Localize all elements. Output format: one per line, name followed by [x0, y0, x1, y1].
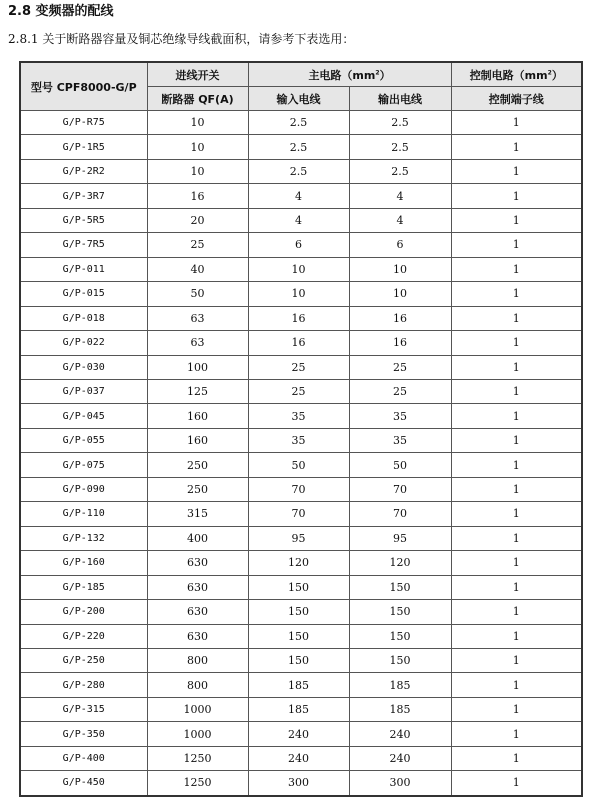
- cell-breaker-qf: 125: [147, 379, 248, 403]
- cell-breaker-qf: 160: [147, 404, 248, 428]
- table-row: [20, 673, 582, 697]
- cell-output-cable: 25: [349, 379, 451, 403]
- cell-output-cable: 150: [349, 624, 451, 648]
- cell-control-terminal-cable: 1: [451, 575, 582, 599]
- cell-model: G/P-030: [20, 355, 147, 379]
- cell-output-cable: 120: [349, 551, 451, 575]
- cell-model: G/P-185: [20, 575, 147, 599]
- cell-control-terminal-cable: 1: [451, 331, 582, 355]
- cell-breaker-qf: 400: [147, 526, 248, 550]
- cell-control-terminal-cable: 1: [451, 648, 582, 672]
- cell-output-cable: 50: [349, 453, 451, 477]
- cell-output-cable: 10: [349, 282, 451, 306]
- cell-output-cable: 35: [349, 404, 451, 428]
- table-row: [20, 697, 582, 721]
- header-incoming-switch: 进线开关: [147, 62, 248, 87]
- cell-model: G/P-220: [20, 624, 147, 648]
- cell-output-cable: 240: [349, 722, 451, 746]
- cell-model: G/P-075: [20, 453, 147, 477]
- table-row: [20, 428, 582, 452]
- cell-output-cable: 2.5: [349, 111, 451, 135]
- cell-breaker-qf: 100: [147, 355, 248, 379]
- table-row: [20, 355, 582, 379]
- cell-output-cable: 2.5: [349, 159, 451, 183]
- cell-breaker-qf: 10: [147, 111, 248, 135]
- cell-input-cable: 50: [248, 453, 349, 477]
- cell-control-terminal-cable: 1: [451, 379, 582, 403]
- table-body: [20, 111, 582, 796]
- cell-breaker-qf: 40: [147, 257, 248, 281]
- cell-control-terminal-cable: 1: [451, 771, 582, 796]
- cell-control-terminal-cable: 1: [451, 208, 582, 232]
- cell-input-cable: 70: [248, 502, 349, 526]
- cell-control-terminal-cable: 1: [451, 453, 582, 477]
- cell-input-cable: 4: [248, 208, 349, 232]
- cell-breaker-qf: 50: [147, 282, 248, 306]
- header-output-cable: 输出电线: [349, 87, 451, 111]
- cell-input-cable: 70: [248, 477, 349, 501]
- cell-control-terminal-cable: 1: [451, 135, 582, 159]
- cell-control-terminal-cable: 1: [451, 600, 582, 624]
- cell-breaker-qf: 20: [147, 208, 248, 232]
- table-row: [20, 379, 582, 403]
- cell-model: G/P-011: [20, 257, 147, 281]
- cell-control-terminal-cable: 1: [451, 306, 582, 330]
- cell-control-terminal-cable: 1: [451, 746, 582, 770]
- cell-control-terminal-cable: 1: [451, 159, 582, 183]
- cell-model: G/P-1R5: [20, 135, 147, 159]
- cell-input-cable: 185: [248, 673, 349, 697]
- cell-output-cable: 70: [349, 477, 451, 501]
- cell-model: G/P-450: [20, 771, 147, 796]
- cell-breaker-qf: 63: [147, 306, 248, 330]
- cell-model: G/P-350: [20, 722, 147, 746]
- cell-output-cable: 35: [349, 428, 451, 452]
- cell-control-terminal-cable: 1: [451, 404, 582, 428]
- cell-input-cable: 2.5: [248, 111, 349, 135]
- cell-output-cable: 4: [349, 208, 451, 232]
- cell-output-cable: 6: [349, 233, 451, 257]
- header-main-circuit-label: 主电路（mm: [308, 68, 376, 82]
- wiring-spec-table: [19, 61, 583, 797]
- table-row: [20, 282, 582, 306]
- cell-breaker-qf: 63: [147, 331, 248, 355]
- table-row: [20, 526, 582, 550]
- table-row: [20, 233, 582, 257]
- cell-breaker-qf: 1250: [147, 771, 248, 796]
- cell-breaker-qf: 10: [147, 135, 248, 159]
- cell-model: G/P-250: [20, 648, 147, 672]
- cell-breaker-qf: 1250: [147, 746, 248, 770]
- cell-input-cable: 10: [248, 257, 349, 281]
- cell-output-cable: 25: [349, 355, 451, 379]
- header-control-circuit: [451, 62, 582, 87]
- cell-breaker-qf: 800: [147, 673, 248, 697]
- cell-breaker-qf: 10: [147, 159, 248, 183]
- cell-control-terminal-cable: 1: [451, 184, 582, 208]
- cell-breaker-qf: 630: [147, 600, 248, 624]
- cell-input-cable: 2.5: [248, 135, 349, 159]
- cell-model: G/P-160: [20, 551, 147, 575]
- cell-breaker-qf: 630: [147, 624, 248, 648]
- cell-breaker-qf: 1000: [147, 697, 248, 721]
- cell-output-cable: 10: [349, 257, 451, 281]
- table-row: [20, 184, 582, 208]
- cell-output-cable: 16: [349, 331, 451, 355]
- cell-input-cable: 150: [248, 600, 349, 624]
- cell-input-cable: 120: [248, 551, 349, 575]
- section-title: 2.8 变频器的配线: [8, 4, 114, 19]
- cell-model: G/P-R75: [20, 111, 147, 135]
- cell-output-cable: 16: [349, 306, 451, 330]
- cell-control-terminal-cable: 1: [451, 257, 582, 281]
- table-row: [20, 771, 582, 796]
- cell-breaker-qf: 630: [147, 551, 248, 575]
- cell-input-cable: 150: [248, 624, 349, 648]
- cell-control-terminal-cable: 1: [451, 428, 582, 452]
- cell-model: G/P-5R5: [20, 208, 147, 232]
- table-row: [20, 453, 582, 477]
- cell-output-cable: 240: [349, 746, 451, 770]
- cell-breaker-qf: 25: [147, 233, 248, 257]
- header-control-circuit-exponent: 2: [547, 68, 552, 76]
- cell-input-cable: 300: [248, 771, 349, 796]
- cell-breaker-qf: 16: [147, 184, 248, 208]
- cell-control-terminal-cable: 1: [451, 502, 582, 526]
- cell-output-cable: 150: [349, 648, 451, 672]
- cell-output-cable: 150: [349, 600, 451, 624]
- cell-output-cable: 70: [349, 502, 451, 526]
- cell-control-terminal-cable: 1: [451, 111, 582, 135]
- cell-breaker-qf: 630: [147, 575, 248, 599]
- cell-input-cable: 16: [248, 306, 349, 330]
- cell-control-terminal-cable: 1: [451, 722, 582, 746]
- cell-control-terminal-cable: 1: [451, 673, 582, 697]
- cell-input-cable: 95: [248, 526, 349, 550]
- cell-model: G/P-045: [20, 404, 147, 428]
- cell-model: G/P-315: [20, 697, 147, 721]
- table-row: [20, 624, 582, 648]
- cell-model: G/P-055: [20, 428, 147, 452]
- intro-paragraph: 2.8.1 关于断路器容量及铜芯绝缘导线截面积，请参考下表选用：: [8, 32, 355, 46]
- table-row: [20, 477, 582, 501]
- cell-input-cable: 6: [248, 233, 349, 257]
- cell-output-cable: 2.5: [349, 135, 451, 159]
- cell-input-cable: 240: [248, 746, 349, 770]
- cell-model: G/P-090: [20, 477, 147, 501]
- cell-control-terminal-cable: 1: [451, 282, 582, 306]
- cell-input-cable: 16: [248, 331, 349, 355]
- header-main-circuit-close: ）: [379, 68, 391, 82]
- table-row: [20, 575, 582, 599]
- table-row: [20, 722, 582, 746]
- header-control-terminal-cable: 控制端子线: [451, 87, 582, 111]
- header-row-1: [20, 62, 582, 87]
- cell-output-cable: 4: [349, 184, 451, 208]
- cell-model: G/P-015: [20, 282, 147, 306]
- cell-breaker-qf: 160: [147, 428, 248, 452]
- cell-model: G/P-018: [20, 306, 147, 330]
- cell-output-cable: 185: [349, 697, 451, 721]
- cell-control-terminal-cable: 1: [451, 233, 582, 257]
- cell-breaker-qf: 250: [147, 453, 248, 477]
- cell-control-terminal-cable: 1: [451, 551, 582, 575]
- cell-input-cable: 185: [248, 697, 349, 721]
- cell-model: G/P-022: [20, 331, 147, 355]
- cell-model: G/P-7R5: [20, 233, 147, 257]
- header-model: 型号 CPF8000-G/P: [20, 62, 147, 111]
- cell-model: G/P-200: [20, 600, 147, 624]
- header-breaker-qf: 断路器 QF(A): [147, 87, 248, 111]
- table-row: [20, 331, 582, 355]
- header-control-circuit-label: 控制电路（mm: [469, 68, 548, 82]
- cell-output-cable: 300: [349, 771, 451, 796]
- header-input-cable: 输入电线: [248, 87, 349, 111]
- table-row: [20, 746, 582, 770]
- table-row: [20, 159, 582, 183]
- cell-input-cable: 35: [248, 404, 349, 428]
- table-row: [20, 111, 582, 135]
- cell-control-terminal-cable: 1: [451, 697, 582, 721]
- table-row: [20, 404, 582, 428]
- cell-breaker-qf: 800: [147, 648, 248, 672]
- table-row: [20, 257, 582, 281]
- cell-model: G/P-110: [20, 502, 147, 526]
- cell-input-cable: 150: [248, 648, 349, 672]
- cell-input-cable: 240: [248, 722, 349, 746]
- header-main-circuit: [248, 62, 451, 87]
- cell-breaker-qf: 315: [147, 502, 248, 526]
- cell-model: G/P-037: [20, 379, 147, 403]
- cell-input-cable: 35: [248, 428, 349, 452]
- cell-input-cable: 4: [248, 184, 349, 208]
- cell-input-cable: 25: [248, 355, 349, 379]
- cell-model: G/P-280: [20, 673, 147, 697]
- cell-model: G/P-132: [20, 526, 147, 550]
- cell-input-cable: 2.5: [248, 159, 349, 183]
- cell-control-terminal-cable: 1: [451, 477, 582, 501]
- cell-input-cable: 10: [248, 282, 349, 306]
- table-row: [20, 135, 582, 159]
- cell-model: G/P-3R7: [20, 184, 147, 208]
- header-main-circuit-exponent: 2: [375, 68, 380, 76]
- cell-breaker-qf: 250: [147, 477, 248, 501]
- table-row: [20, 208, 582, 232]
- cell-control-terminal-cable: 1: [451, 624, 582, 648]
- cell-model: G/P-400: [20, 746, 147, 770]
- cell-input-cable: 25: [248, 379, 349, 403]
- cell-output-cable: 95: [349, 526, 451, 550]
- table-header: [20, 62, 582, 111]
- table-row: [20, 551, 582, 575]
- cell-output-cable: 150: [349, 575, 451, 599]
- cell-breaker-qf: 1000: [147, 722, 248, 746]
- table-row: [20, 648, 582, 672]
- table-row: [20, 306, 582, 330]
- table-row: [20, 502, 582, 526]
- cell-input-cable: 150: [248, 575, 349, 599]
- cell-output-cable: 185: [349, 673, 451, 697]
- table-row: [20, 600, 582, 624]
- cell-control-terminal-cable: 1: [451, 355, 582, 379]
- cell-model: G/P-2R2: [20, 159, 147, 183]
- cell-control-terminal-cable: 1: [451, 526, 582, 550]
- header-control-circuit-close: ）: [551, 68, 563, 82]
